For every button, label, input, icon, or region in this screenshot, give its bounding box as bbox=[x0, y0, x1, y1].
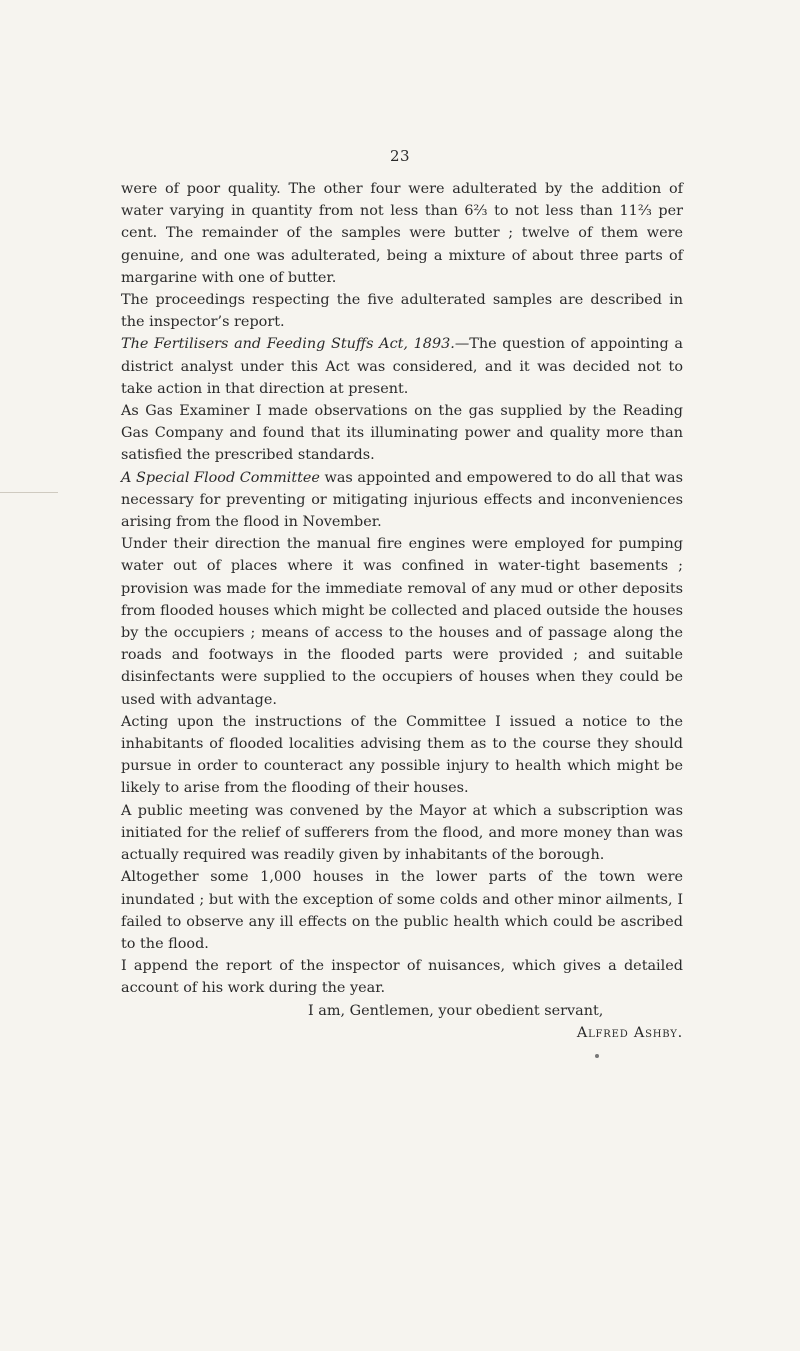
closing-line: I am, Gentlemen, your obedient servant, bbox=[308, 1002, 604, 1019]
paragraph-notice bbox=[121, 711, 683, 800]
paragraph-append-report bbox=[121, 955, 683, 999]
paragraph-fire-engines bbox=[121, 533, 683, 711]
page-number: 23 bbox=[389, 147, 411, 165]
paragraph-fertilisers-act bbox=[121, 333, 683, 400]
paragraph-text: Under their direction the manual fire engines were employed for pumping water out of places where it was confined in water-tight basements ; provision was made for the immediate removal of any mud or other deposits from flooded houses which might be collected and placed outside the houses by the occupiers ; means of access to the houses and of passage along the roads and footways in the flooded parts were provided ; and suitable disinfectants were supplied to the occupiers of houses when they could be used with advantage. bbox=[121, 536, 683, 708]
margin-rule bbox=[0, 492, 58, 493]
paragraph-text: was appointed and empowered to do all that was necessary for preventing or mitigating injurious effects and inconveniences arising from the flood in November. bbox=[121, 469, 683, 531]
paragraph-public-meeting bbox=[121, 800, 683, 867]
paragraph-text: As Gas Examiner I made observations on the gas supplied by the Reading Gas Company and found that its illuminating power and quality more than satisfied the prescribed standards. bbox=[121, 403, 683, 464]
paragraph-text: I append the report of the inspector of nuisances, which gives a detailed account of his work during the year. bbox=[121, 958, 683, 997]
paragraph-text: The proceedings respecting the five adulterated samples are described in the inspector’s report. bbox=[121, 292, 683, 331]
paragraph-gas-examiner bbox=[121, 400, 683, 467]
paragraph-text: Acting upon the instructions of the Committee I issued a notice to the inhabitants of flooded localities advising them as to the course they should pursue in order to counteract any possible injury to health which might be likely to arise from the flooding of their houses. bbox=[121, 713, 683, 797]
paragraph-proceedings bbox=[121, 289, 683, 333]
document-body bbox=[121, 178, 683, 1044]
signature: Alfred Ashby. bbox=[576, 1024, 683, 1041]
paragraph-adulterated-samples bbox=[121, 178, 683, 289]
paragraph-text: Altogether some 1,000 houses in the lower parts of the town were inundated ; but with the exception of some colds and other minor ailments, I failed to observe any ill effects on the public health which could be ascribed to the flood. bbox=[121, 869, 683, 952]
ink-speck bbox=[595, 1054, 599, 1058]
paragraph-lead: A Special Flood Committee bbox=[121, 469, 320, 486]
paragraph-lead: The Fertilisers and Feeding Stuffs Act, 1893. bbox=[121, 336, 455, 353]
paragraph-houses-inundated bbox=[121, 866, 683, 955]
paragraph-text: A public meeting was convened by the Mayor at which a subscription was initiated for the relief of sufferers from the flood, and more money than was actually required was readily given by inhabitants of the borough. bbox=[121, 802, 683, 864]
paragraph-text: —The question of appointing a district analyst under this Act was considered, and it was decided not to take action in that direction at present. bbox=[121, 336, 683, 397]
paragraph-flood-committee bbox=[121, 467, 683, 534]
paragraph-text: were of poor quality. The other four were adulterated by the addition of water varying in quantity from not less than 6⅔ to not less than 11⅔ per cent. The remainder of the samples were butter ; twelve of them were genuine, and one was adulterated, being a mixture of about three parts of margarine with one of butter. bbox=[121, 181, 683, 286]
